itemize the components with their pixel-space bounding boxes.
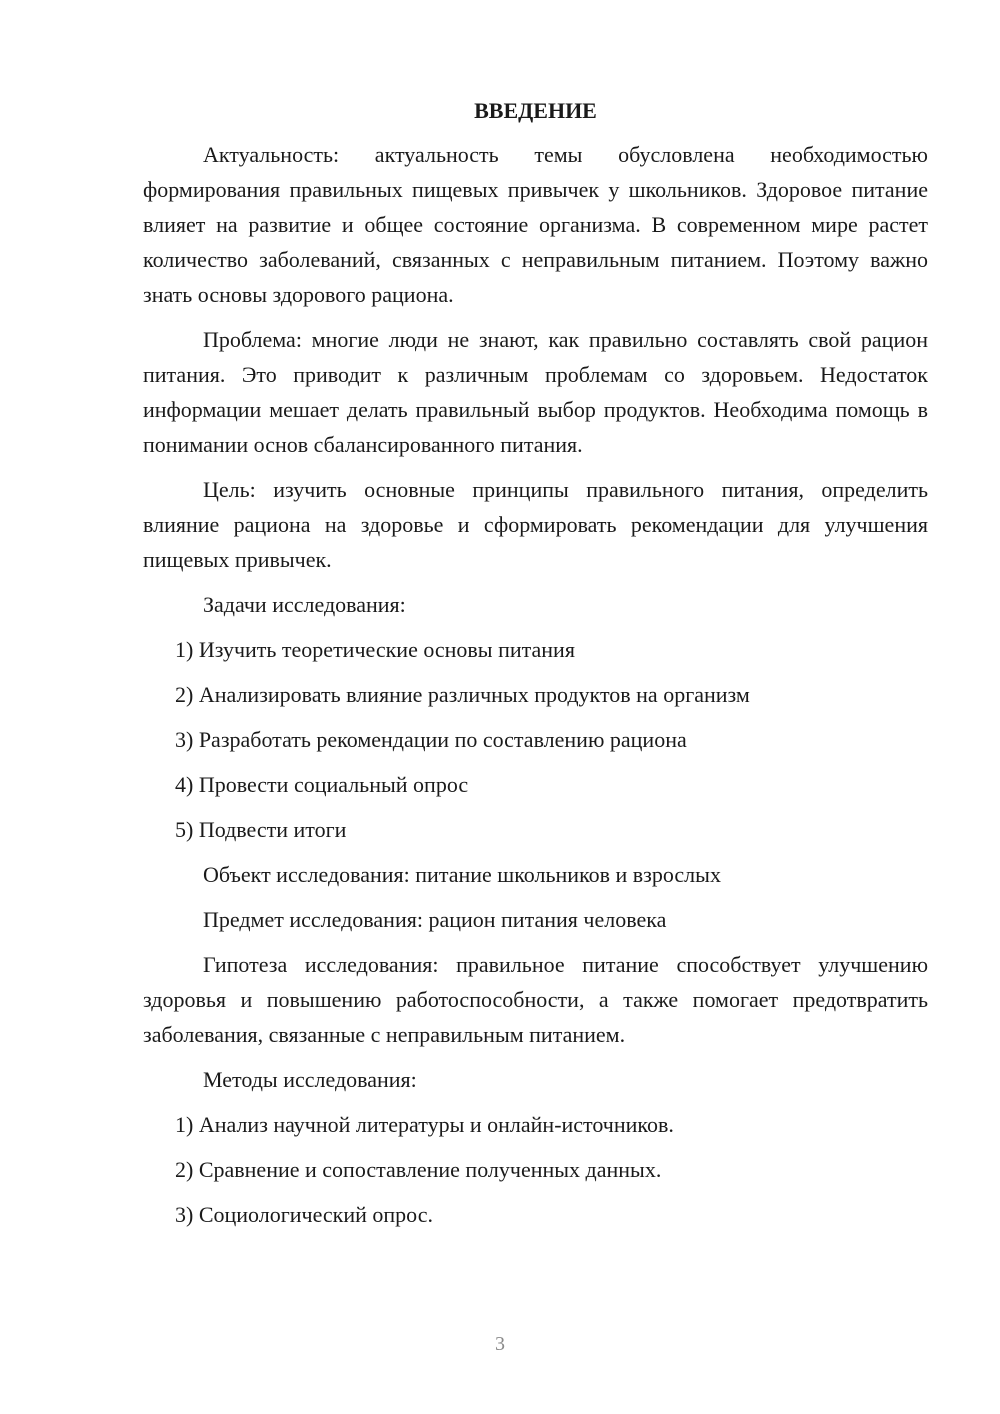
methods-heading: Методы исследования: — [203, 1067, 417, 1092]
task-item: 2) Анализировать влияние различных продуктов на организм — [175, 682, 750, 707]
actuality-paragraph: Актуальность: актуальность темы обусловлена необходимостью формирования правильных пищевых привычек у школьников. Здоровое питание влияет на развитие и общее состояние организма. В современном мире растет количество заболеваний, связанных с неправильным питанием. Поэтому важно знать основы здорового рациона. — [143, 142, 928, 307]
problem-paragraph: Проблема: многие люди не знают, как правильно составлять свой рацион питания. Это приводит к различным проблемам со здоровьем. Недостаток информации мешает делать правильный выбор продуктов. Необходима помощь в понимании основ сбалансированного питания. — [143, 327, 928, 457]
research-object: Объект исследования: питание школьников и взрослых — [203, 862, 721, 887]
goal-paragraph: Цель: изучить основные принципы правильного питания, определить влияние рациона на здоровье и сформировать рекомендации для улучшения пищевых привычек. — [143, 477, 928, 572]
tasks-heading: Задачи исследования: — [203, 592, 406, 617]
section-title: ВВЕДЕНИЕ — [474, 98, 597, 123]
method-item: 2) Сравнение и сопоставление полученных данных. — [175, 1157, 662, 1182]
task-item: 5) Подвести итоги — [175, 817, 347, 842]
task-item: 4) Провести социальный опрос — [175, 772, 469, 797]
task-item: 1) Изучить теоретические основы питания — [175, 637, 575, 662]
method-item: 1) Анализ научной литературы и онлайн-источников. — [175, 1112, 674, 1137]
hypothesis-paragraph: Гипотеза исследования: правильное питание способствует улучшению здоровья и повышению работоспособности, а также помогает предотвратить заболевания, связанные с неправильным питанием. — [143, 952, 928, 1047]
research-subject: Предмет исследования: рацион питания человека — [203, 907, 667, 932]
page-number: 3 — [495, 1333, 505, 1355]
method-item: 3) Социологический опрос. — [175, 1202, 433, 1227]
page-content — [143, 97, 928, 1242]
task-item: 3) Разработать рекомендации по составлению рациона — [175, 727, 687, 752]
